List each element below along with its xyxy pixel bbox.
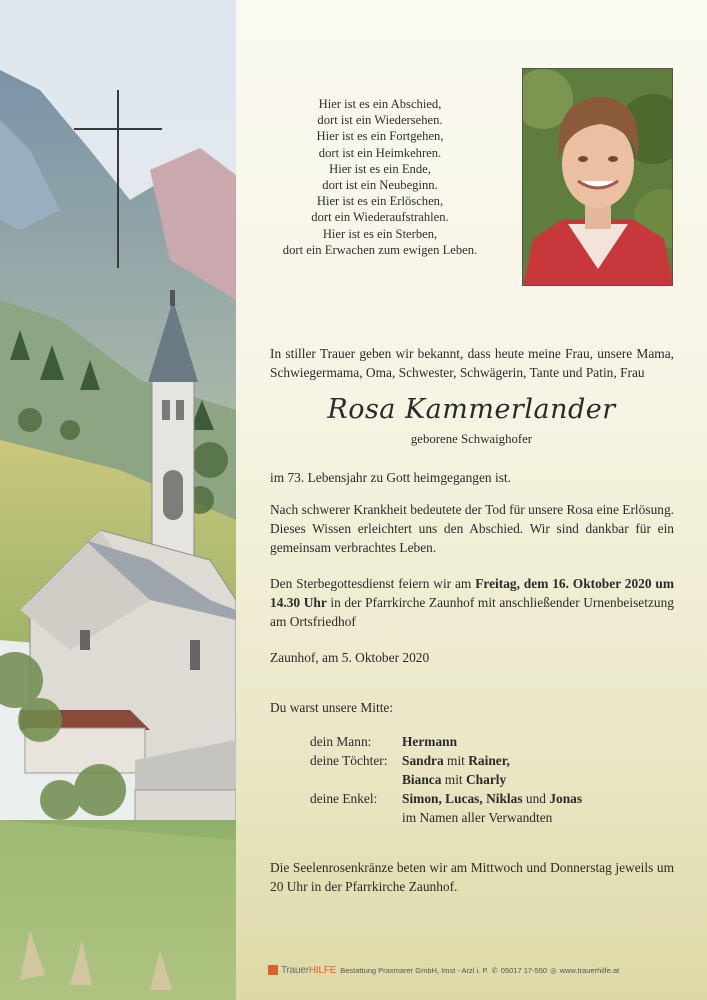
family-row: [310, 732, 582, 751]
portrait-photo: [522, 68, 673, 286]
website-link[interactable]: www.trauerhilfe.at: [559, 965, 620, 975]
service-post: in der Pfarrkirche Zaunhof mit anschließender Urnenbeisetzung am Ortsfriedhof: [270, 595, 674, 629]
family-label-empty: [310, 770, 402, 789]
logo-part-b: HILFE: [308, 964, 337, 976]
family-row: [310, 770, 582, 789]
trauerhilfe-logo: [281, 965, 336, 976]
poem-line: dort ist ein Heimkehren.: [318, 145, 442, 160]
family-row: [310, 751, 582, 770]
poem-line: Hier ist es ein Erlöschen,: [316, 194, 444, 209]
husband-name: Hermann: [402, 734, 458, 749]
mitte-line: Du warst unsere Mitte:: [270, 700, 394, 715]
service-date: Freitag, dem 16. Oktober 2020 um 14.30 Uhr: [270, 576, 674, 610]
poem-line: dort ein Erwachen zum ewigen Leben.: [282, 242, 478, 257]
company-name: Bestattung Praxmarer GmbH, Imst - Arzl i. P.: [340, 965, 489, 975]
place-date: Zaunhof, am 5. Oktober 2020: [270, 650, 430, 665]
daughter-name: Bianca: [402, 772, 442, 787]
phone-number: 05017 17-550: [500, 965, 548, 975]
poem-line: Hier ist es ein Sterben,: [322, 226, 438, 241]
family-value: [402, 770, 506, 789]
cross-icon: [74, 90, 162, 270]
and-word: und: [522, 791, 550, 806]
birth-name: geborene Schwaighofer: [410, 432, 533, 446]
deceased-name: Rosa Kammerlander: [327, 394, 616, 425]
poem: [258, 96, 502, 258]
partner-name: Rainer,: [468, 753, 510, 768]
family-value: [402, 732, 457, 751]
web-icon: ◎: [550, 965, 557, 975]
intro-text: In stiller Trauer geben wir bekannt, dass heute meine Frau, unsere Mama, Schwiegermama, Oma, Schwester, Schwägerin, Tante und Patin, Frau: [270, 346, 674, 380]
family-list: [310, 732, 582, 827]
with-word: mit: [441, 772, 466, 787]
age-line: im 73. Lebensjahr zu Gott heimgegangen ist.: [270, 470, 511, 485]
footer: [268, 963, 688, 977]
service-paragraph: [270, 574, 674, 631]
family-label: deine Töchter:: [310, 753, 388, 768]
church-watercolor-image: [0, 0, 236, 1000]
trauerhilfe-logo-icon: [268, 965, 278, 975]
family-row: [310, 808, 582, 827]
poem-line: dort ist ein Wiedersehen.: [317, 113, 443, 128]
family-label: deine Enkel:: [310, 791, 378, 806]
poem-line: dort ein Wiederaufstrahlen.: [311, 210, 449, 225]
relatives-line: im Namen aller Verwandten: [402, 810, 553, 825]
with-word: mit: [443, 753, 469, 768]
family-label-empty: [310, 808, 402, 827]
service-pre: Den Sterbegottesdienst feiern wir am: [270, 576, 476, 591]
poem-line: Hier ist es ein Fortgehen,: [316, 129, 444, 144]
phone-icon: ✆: [491, 965, 498, 975]
partner-name: Charly: [466, 772, 507, 787]
daughter-name: Sandra: [402, 753, 444, 768]
rosary-paragraph: Die Seelenrosenkränze beten wir am Mittwoch und Donnerstag jeweils um 20 Uhr in der Pfarrkirche Zaunhof.: [270, 860, 674, 894]
family-value: [402, 751, 510, 770]
grandchild-name: Jonas: [549, 791, 583, 806]
family-label: dein Mann:: [310, 734, 372, 749]
poem-line: Hier ist es ein Ende,: [329, 161, 431, 176]
poem-line: Hier ist es ein Abschied,: [318, 97, 442, 111]
poem-line: dort ist ein Neubeginn.: [322, 178, 438, 193]
logo-part-a: Trauer: [281, 964, 309, 976]
grandchildren-names: Simon, Lucas, Niklas: [402, 791, 523, 806]
family-value: [402, 789, 582, 808]
illness-paragraph: Nach schwerer Krankheit bedeutete der Tod für unsere Rosa eine Erlösung. Dieses Wissen erleichtert uns den Abschied. Wir sind dankbar für ein gemeinsam verbrachtes Leben.: [270, 502, 674, 555]
family-row: [310, 789, 582, 808]
